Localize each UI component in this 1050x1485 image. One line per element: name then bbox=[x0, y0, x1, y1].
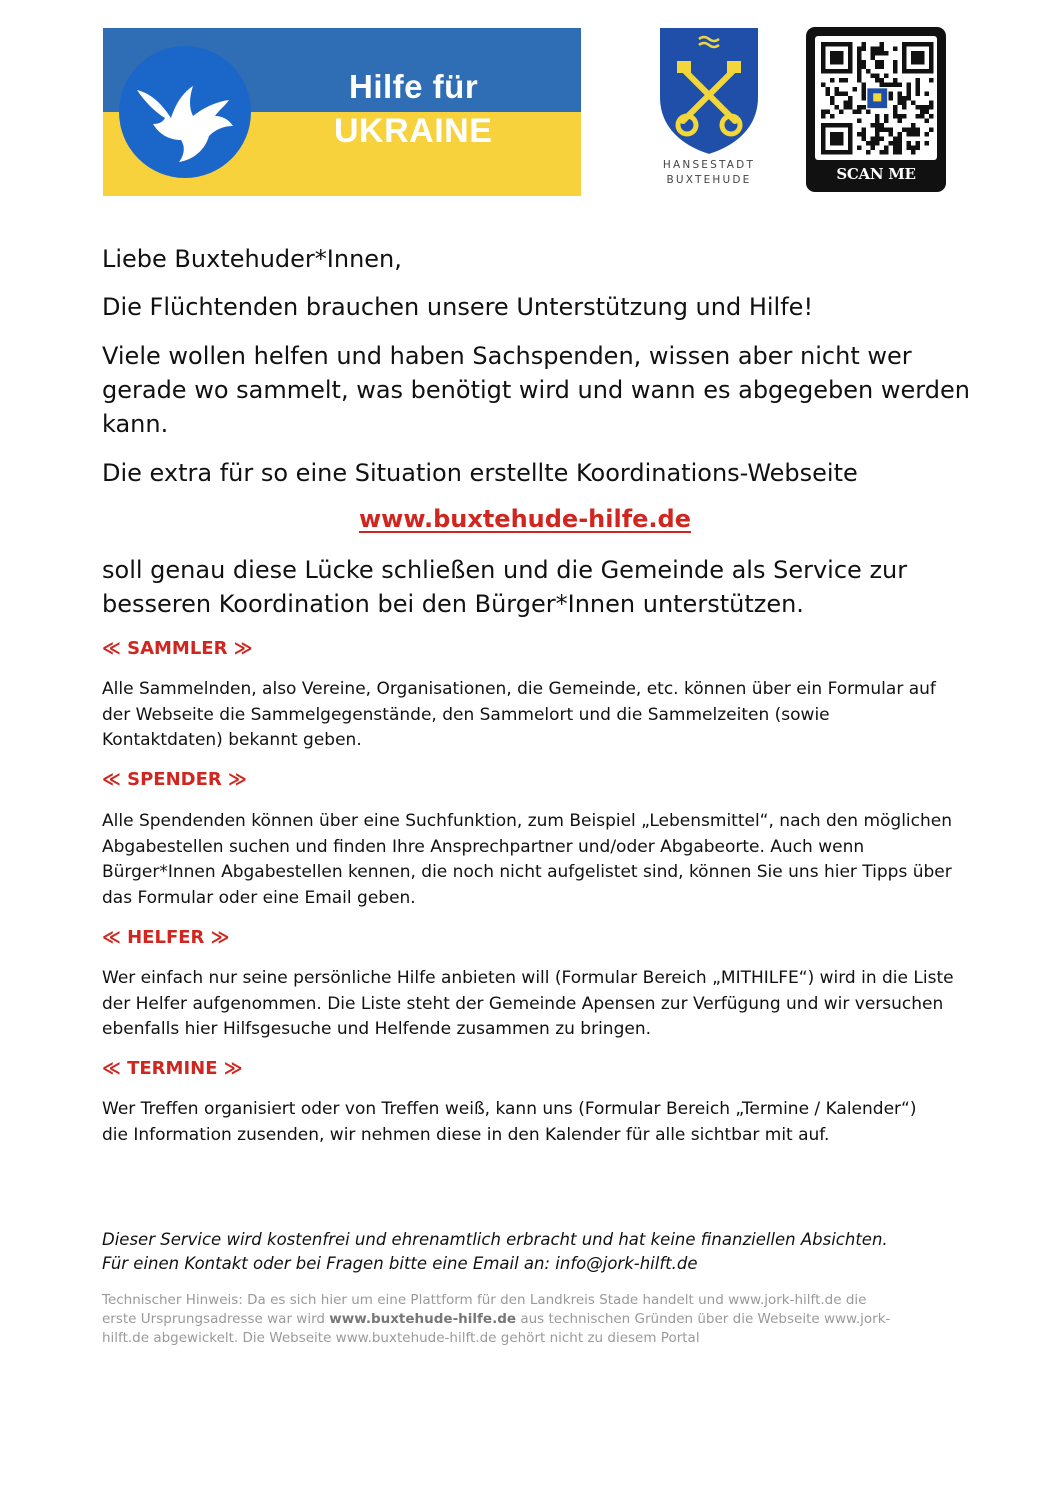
crest-shield-icon bbox=[655, 25, 763, 157]
section-text-spender: Alle Spendenden können über eine Suchfunktion, zum Beispiel „Lebensmittel“, nach den möglichen Abgabestellen suchen und finden Ihre Ansprechpartner und/oder Abgabeorte. Auch wenn Bürger*Innen Abgabestellen kennen, die noch nicht aufgelistet sind, können Sie uns hier Tipps über das Formular oder eine Email geben. bbox=[102, 811, 952, 908]
qr-code[interactable] bbox=[815, 36, 937, 160]
crest-caption-line1: HANSESTADT bbox=[662, 159, 756, 171]
technical-note-part2: aus technischen Gründen über die Webseite www.jork-hilft.de abgewickelt. Die Webseite www.buxtehude-hilft.de gehört nicht zu diesem Portal bbox=[102, 1311, 891, 1346]
crest-caption bbox=[655, 158, 763, 188]
section-heading-termine: ≪ TERMINE ≫ bbox=[102, 1058, 243, 1079]
section-text-helfer: Wer einfach nur seine persönliche Hilfe anbieten will (Formular Bereich „MITHILFE“) wird in die Liste der Helfer aufgenommen. Die Liste steht der Gemeinde Apensen zur Verfügung und wir versuchen ebenfalls hier Hilfsgesuche und Helfende zusammen zu bringen. bbox=[102, 968, 954, 1039]
intro-paragraph-3: Die extra für so eine Situation erstellte Koordinations-Webseite bbox=[102, 459, 858, 487]
section-heading-helfer: ≪ HELFER ≫ bbox=[102, 927, 230, 948]
section-text-sammler: Alle Sammelnden, also Vereine, Organisationen, die Gemeinde, etc. können über ein Formular auf der Webseite die Sammelgegenstände, den Sammelort und die Sammelzeiten (sowie Kontaktdaten) bekannt geben. bbox=[102, 679, 936, 750]
dove-circle bbox=[119, 46, 251, 178]
crest-caption-line2: BUXTEHUDE bbox=[666, 174, 752, 186]
town-crest bbox=[655, 25, 763, 195]
banner-title-line2: UKRAINE bbox=[334, 112, 493, 150]
ukraine-banner bbox=[103, 28, 581, 196]
url-row bbox=[0, 505, 1050, 533]
greeting: Liebe Buxtehuder*Innen, bbox=[102, 245, 402, 273]
qr-code-icon bbox=[815, 36, 937, 160]
technical-note bbox=[102, 1291, 902, 1348]
intro-paragraph-1: Die Flüchtenden brauchen unsere Unterstützung und Hilfe! bbox=[102, 293, 814, 321]
technical-note-link[interactable]: www.buxtehude-hilfe.de bbox=[329, 1311, 517, 1327]
website-link[interactable]: www.buxtehude-hilfe.de bbox=[358, 505, 691, 533]
section-heading-spender: ≪ SPENDER ≫ bbox=[102, 769, 247, 790]
technical-note-part1: Technischer Hinweis: Da es sich hier um eine Plattform für den Landkreis Stade handelt und www.jork-hilft.de die erste Ursprungsadresse war wird bbox=[102, 1292, 867, 1327]
intro-paragraph-2: Viele wollen helfen und haben Sachspenden, wissen aber nicht wer gerade wo sammelt, was benötigt wird und wann es abgegeben werden kann. bbox=[102, 342, 970, 438]
qr-label: SCAN ME bbox=[836, 165, 916, 183]
intro-paragraph-4: soll genau diese Lücke schließen und die Gemeinde als Service zur besseren Koordination bei den Bürger*Innen unterstützen. bbox=[102, 556, 908, 618]
section-heading-sammler: ≪ SAMMLER ≫ bbox=[102, 638, 253, 659]
footer-note-1: Dieser Service wird kostenfrei und ehrenamtlich erbracht und hat keine finanziellen Absichten. bbox=[102, 1230, 888, 1249]
footer-note-2: Für einen Kontakt oder bei Fragen bitte eine Email an: info@jork-hilft.de bbox=[102, 1254, 698, 1273]
qr-code-badge[interactable] bbox=[806, 27, 946, 192]
dove-icon bbox=[119, 46, 251, 178]
banner-title-line1: Hilfe für bbox=[349, 68, 479, 105]
section-text-termine: Wer Treffen organisiert oder von Treffen weiß, kann uns (Formular Bereich „Termine / Kalender“) die Information zusenden, wir nehmen diese in den Kalender für alle sichtbar mit auf. bbox=[102, 1099, 917, 1145]
